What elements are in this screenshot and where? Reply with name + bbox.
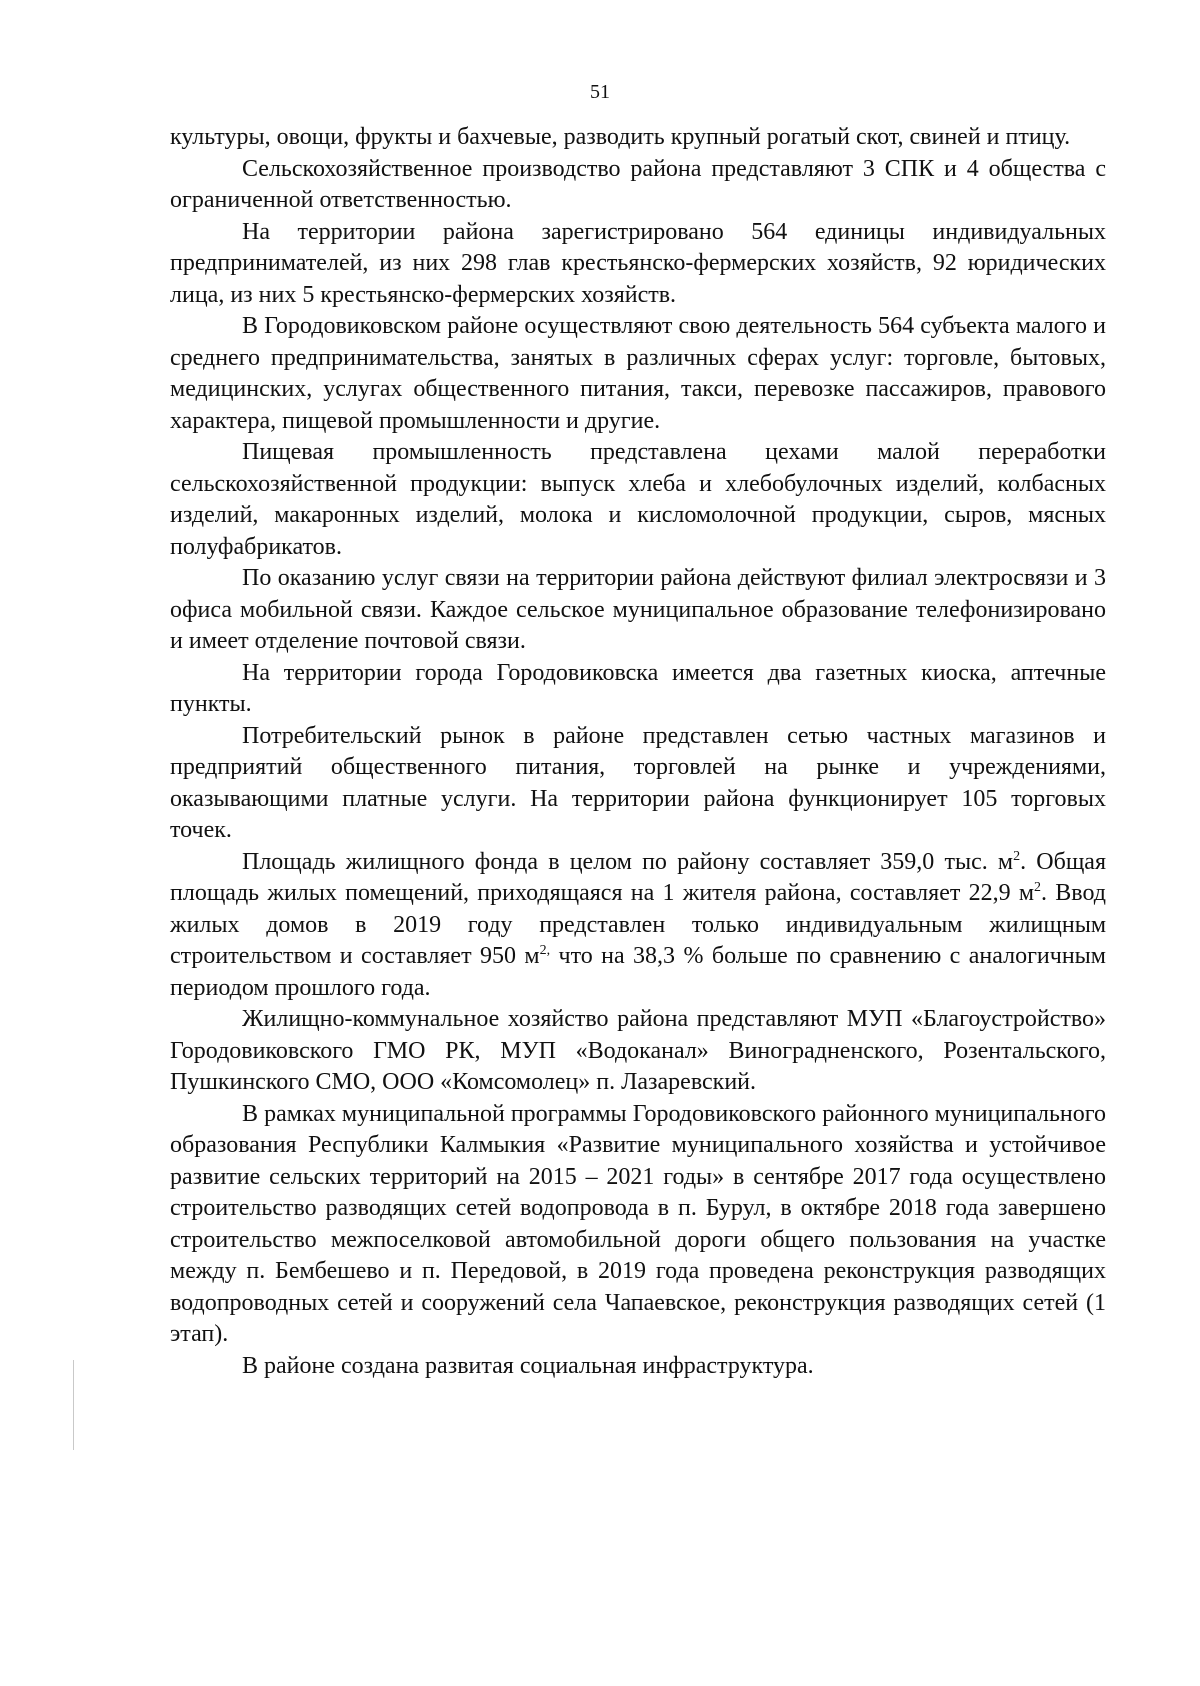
housing-paragraph xyxy=(170,847,1106,1005)
paragraph: Пищевая промышленность представлена цехами малой переработки сельскохозяйственной продукции: выпуск хлеба и хлебобулочных изделий, колбасных изделий, макаронных изделий, молока и кисломолочной продукции, сыров, мясных полуфабрикатов. xyxy=(170,439,1106,560)
superscript: 2 xyxy=(1013,848,1021,864)
paragraph: На территории города Городовиковска имеется два газетных киоска, аптечные пункты. xyxy=(170,659,1106,717)
paragraph: По оказанию услуг связи на территории района действуют филиал электросвязи и 3 офиса мобильной связи. Каждое сельское муниципальное образование телефонизировано и имеет отделение почтовой связи. xyxy=(170,565,1106,654)
housing-text-part: Площадь жилищного фонда в целом по району составляет 359,0 тыс. м xyxy=(242,848,1014,875)
paragraph: культуры, овощи, фрукты и бахчевые, разводить крупный рогатый скот, свиней и птицу. xyxy=(170,124,1071,150)
paragraph: Сельскохозяйственное производство района представляют 3 СПК и 4 общества с ограниченной ответственностью. xyxy=(170,155,1106,213)
housing-text-part: . Ввод жилых домов в 2019 году представлен только индивидуальным жилищным строительством и составляет 950 м xyxy=(170,880,1106,969)
scan-edge-line xyxy=(73,1360,74,1450)
paragraph: Потребительский рынок в районе представлен сетью частных магазинов и предприятий общественного питания, торговлей на рынке и учреждениями, оказывающими платные услуги. На территории района функционирует 105 торговых точек. xyxy=(170,722,1106,843)
paragraph: В рамках муниципальной программы Городовиковского районного муниципального образования Республики Калмыкия «Развитие муниципального хозяйства и устойчивое развитие сельских территорий на 2015 – 2021 годы» в сентябре 2017 года осуществлено строительство разводящих сетей водопровода в п. Бурул, в октябре 2018 года завершено строительство межпоселковой автомобильной дороги общего пользования на участке между п. Бембешево и п. Передовой, в 2019 года проведена реконструкция разводящих водопроводных сетей и сооружений села Чапаевское, реконструкция разводящих сетей (1 этап). xyxy=(170,1100,1106,1347)
page-number: 51 xyxy=(590,81,610,103)
paragraph: На территории района зарегистрировано 564 единицы индивидуальных предпринимателей, из них 298 глав крестьянско-фермерских хозяйств, 92 юридических лица, из них 5 крестьянско-фермерских хозяйств. xyxy=(170,218,1106,308)
superscript: 2, xyxy=(539,943,551,958)
housing-text-part: что на 38,3 % больше по сравнению с аналогичным периодом прошлого года. xyxy=(170,943,1106,1001)
paragraph: Жилищно-коммунальное хозяйство района представляют МУП «Благоустройство» Городовиковского ГМО РК, МУП «Водоканал» Виноградненского, Розентальского, Пушкинского СМО, ООО «Комсомолец» п. Лазаревский. xyxy=(170,1006,1106,1095)
paragraph: В Городовиковском районе осуществляют свою деятельность 564 субъекта малого и среднего предпринимательства, занятых в различных сферах услуг: торговле, бытовых, медицинских, услугах общественного питания, такси, перевозке пассажиров, правового характера, пищевой промышленности и другие. xyxy=(170,313,1106,434)
housing-text-part: . Общая площадь жилых помещений, приходящаяся на 1 жителя района, составляет 22,9 м xyxy=(170,848,1106,906)
paragraph: В районе создана развитая социальная инфраструктура. xyxy=(242,1352,814,1379)
document-body xyxy=(170,122,1106,1382)
superscript: 2 xyxy=(1034,880,1042,895)
